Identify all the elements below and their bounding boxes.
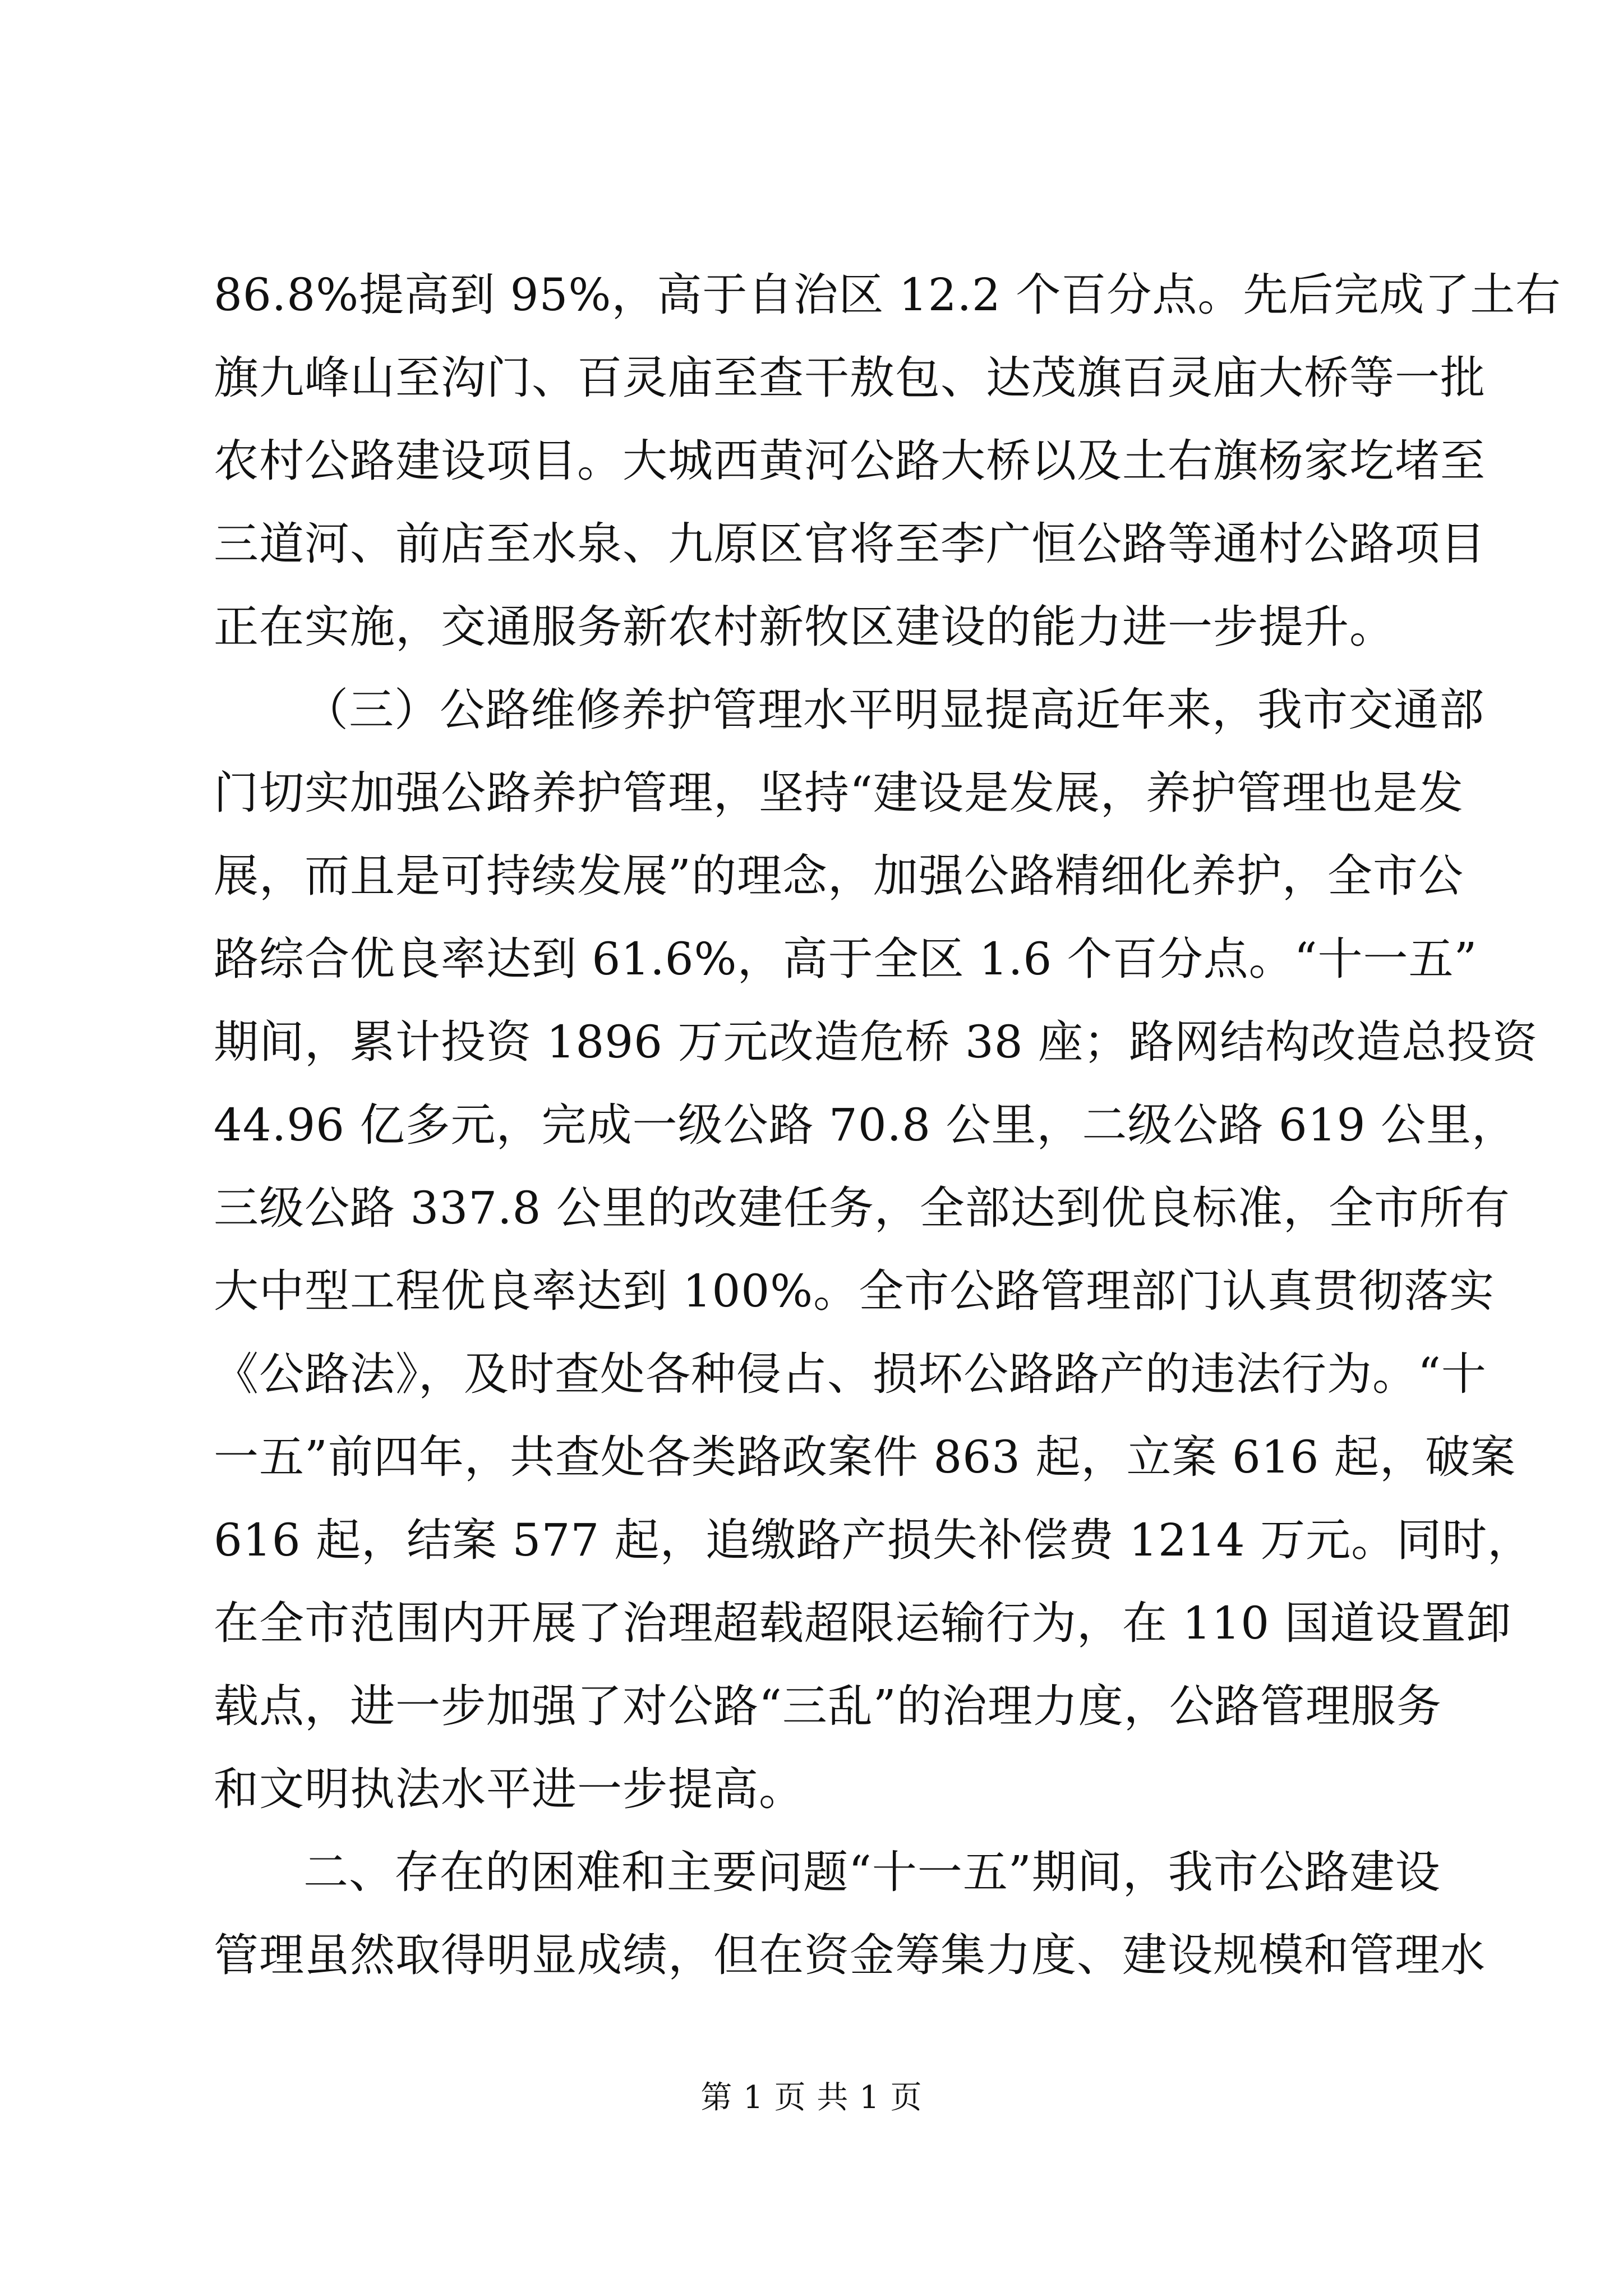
- text-line: 门切实加强公路养护管理，坚持“建设是发展，养护管理也是发: [214, 767, 1464, 819]
- text-line: 《公路法》，及时查处各种侵占、损坏公路路产的违法行为。“十: [214, 1348, 1487, 1400]
- text-line-paragraph-end: 正在实施，交通服务新农村新牧区建设的能力进一步提升。: [214, 601, 1395, 653]
- text-line: 管理虽然取得明显成绩，但在资金筹集力度、建设规模和管理水: [214, 1929, 1486, 1981]
- section-heading-line: 二、存在的困难和主要问题“十一五”期间，我市公路建设: [303, 1846, 1441, 1898]
- text-line: 44.96 亿多元，完成一级公路 70.8 公里，二级公路 619 公里，: [214, 1099, 1517, 1151]
- text-line: 路综合优良率达到 61.6%，高于全区 1.6 个百分点。“十一五”: [214, 933, 1478, 985]
- text-line-paragraph-end: 和文明执法水平进一步提高。: [214, 1763, 804, 1815]
- text-line: 616 起，结案 577 起，追缴路产损失补偿费 1214 万元。同时，: [214, 1514, 1533, 1566]
- text-line: 大中型工程优良率达到 100%。全市公路管理部门认真贯彻落实: [214, 1265, 1495, 1317]
- page-footer: 第 1 页 共 1 页: [700, 2079, 923, 2116]
- text-line: 一五”前四年，共查处各类路政案件 863 起，立案 616 起，破案: [214, 1431, 1516, 1483]
- text-line: 86.8%提高到 95%，高于自治区 12.2 个百分点。先后完成了土右: [214, 269, 1561, 321]
- document-body: [214, 254, 1561, 1997]
- text-line: 期间，累计投资 1896 万元改造危桥 38 座；路网结构改造总投资: [214, 1016, 1538, 1068]
- paragraph-heading-line: （三）公路维修养护管理水平明显提高近年来，我市交通部: [303, 684, 1484, 736]
- text-line: 三级公路 337.8 公里的改建任务，全部达到优良标准，全市所有: [214, 1182, 1510, 1234]
- text-line: 三道河、前店至水泉、九原区官将至李广恒公路等通村公路项目: [214, 518, 1486, 570]
- text-line: 展，而且是可持续发展”的理念，加强公路精细化养护，全市公: [214, 850, 1464, 902]
- text-line: 载点，进一步加强了对公路“三乱”的治理力度，公路管理服务: [214, 1680, 1442, 1732]
- text-line: 旗九峰山至沟门、百灵庙至查干敖包、达茂旗百灵庙大桥等一批: [214, 352, 1486, 404]
- text-line: 在全市范围内开展了治理超载超限运输行为，在 110 国道设置卸: [214, 1597, 1512, 1649]
- text-line: 农村公路建设项目。大城西黄河公路大桥以及土右旗杨家圪堵至: [214, 435, 1486, 487]
